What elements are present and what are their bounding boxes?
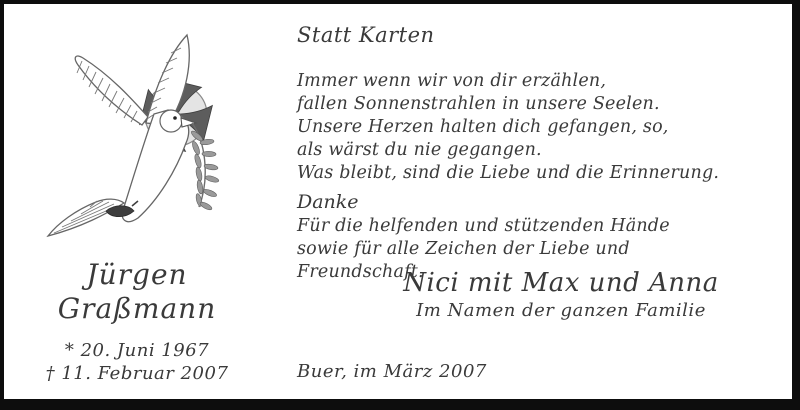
message-column [297,22,737,284]
signature-block [396,268,726,323]
memorial-poem [297,70,737,185]
poem-line: Immer wenn wir von dir erzählen, [297,71,607,91]
on-behalf-line: Im Namen der ganzen Familie [416,300,706,321]
place-date: Buer, im März 2007 [297,361,487,382]
dove-icon [40,15,260,253]
deceased-block [25,258,249,385]
thanks-title: Danke [297,191,359,213]
poem-line: Unsere Herzen halten dich gefangen, so, [297,117,669,137]
thanks-line: Für die helfenden und stützenden Hände [297,216,670,236]
deceased-last-name: Graßmann [57,292,217,325]
poem-line: fallen Sonnenstrahlen in unsere Seelen. [297,94,660,114]
poem-line: Was bleibt, sind die Liebe und die Erinnerung. [297,163,720,183]
deceased-first-name: Jürgen [86,258,188,291]
thanks-line: sowie für alle Zeichen der Liebe und Freundschaft. [297,239,630,282]
poem-line: als wärst du nie gegangen. [297,140,542,160]
family-names: Nici mit Max und Anna [403,268,719,298]
statt-karten-note: Statt Karten [297,23,435,47]
birth-date: * 20. Juni 1967 [64,340,210,361]
death-date: † 11. Februar 2007 [45,363,229,384]
life-dates [25,339,249,385]
dove-illustration [40,15,260,253]
